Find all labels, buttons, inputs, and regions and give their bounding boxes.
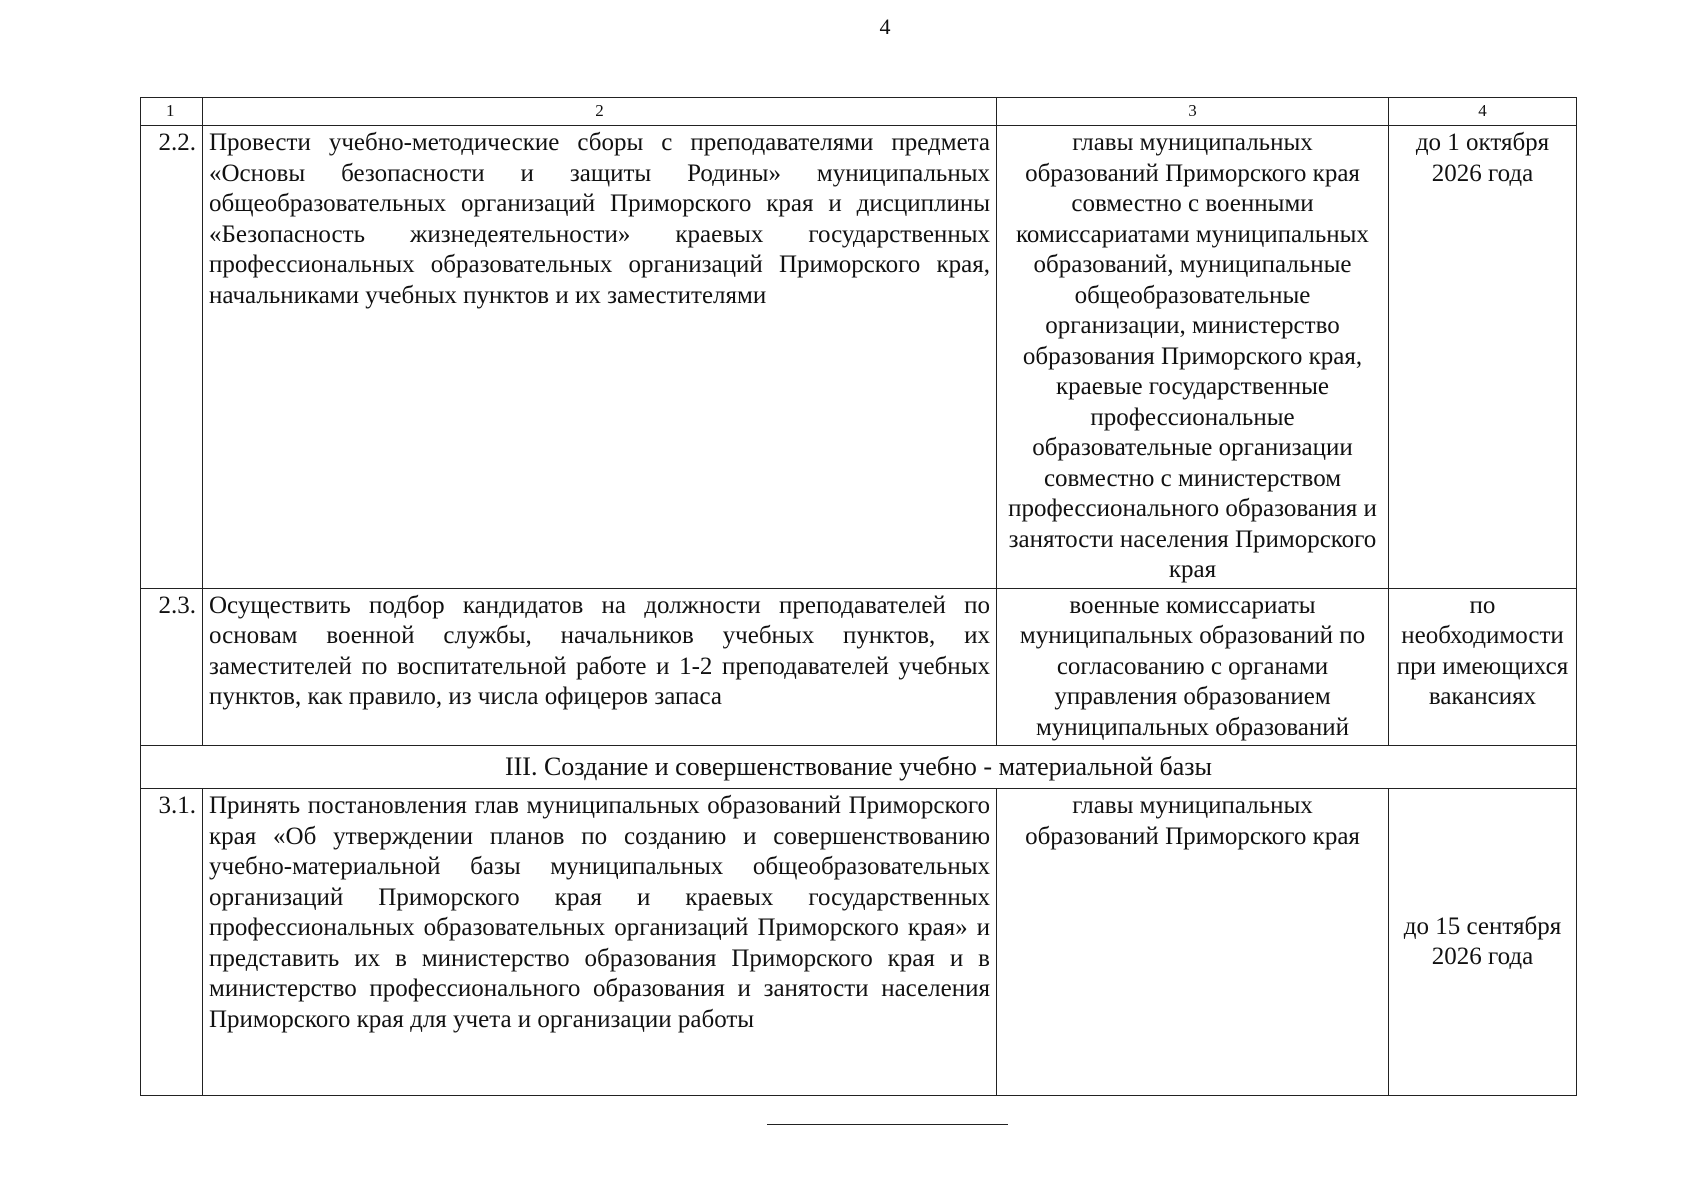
page-number: 4: [879, 14, 891, 39]
row-number: 2.3.: [141, 588, 203, 746]
row-term: по необходимости при имеющихся вакансиях: [1389, 588, 1577, 746]
column-header-2: 2: [203, 98, 997, 126]
section-title: III. Создание и совершенствование учебно - материальной базы: [141, 746, 1577, 789]
closing-rule: [767, 1124, 1008, 1125]
row-number: 2.2.: [141, 126, 203, 589]
row-number: 3.1.: [141, 789, 203, 1096]
row-responsible: главы муниципальных образований Приморского края: [997, 789, 1389, 1096]
table-row: [141, 789, 1577, 1096]
plan-table: [140, 97, 1577, 1096]
table-row: [141, 588, 1577, 746]
row-term: до 1 октября 2026 года: [1389, 126, 1577, 589]
column-header-3: 3: [997, 98, 1389, 126]
table-row: [141, 126, 1577, 589]
row-description: Осуществить подбор кандидатов на должности преподавателей по основам военной службы, начальников учебных пунктов, их заместителей по воспитательной работе и 1-2 преподавателей учебных пунктов, как правило, из числа офицеров запаса: [203, 588, 997, 746]
row-term: до 15 сентября 2026 года: [1389, 789, 1577, 1096]
table-header-row: [141, 98, 1577, 126]
section-heading-row: [141, 746, 1577, 789]
row-responsible: военные комиссариаты муниципальных образований по согласованию с органами управления образованием муниципальных образований: [997, 588, 1389, 746]
column-header-4: 4: [1389, 98, 1577, 126]
column-header-1: 1: [141, 98, 203, 126]
row-responsible: главы муниципальных образований Приморского края совместно с военными комиссариатами муниципальных образований, муниципальные общеобразовательные организации, министерство образования Приморского края, краевые государственные профессиональные образовательные организации совместно с министерством профессионального образования и занятости населения Приморского края: [997, 126, 1389, 589]
row-description: Провести учебно-методические сборы с преподавателями предмета «Основы безопасности и защиты Родины» муниципальных общеобразовательных организаций Приморского края и дисциплины «Безопасность жизнедеятельности» краевых государственных профессиональных образовательных организаций Приморского края, начальниками учебных пунктов и их заместителями: [203, 126, 997, 589]
row-description: Принять постановления глав муниципальных образований Приморского края «Об утверждении планов по созданию и совершенствованию учебно-материальной базы муниципальных общеобразовательных организаций Приморского края и краевых государственных профессиональных образовательных организаций Приморского края» и представить их в министерство образования Приморского края и в министерство профессионального образования и занятости населения Приморского края для учета и организации работы: [203, 789, 997, 1096]
